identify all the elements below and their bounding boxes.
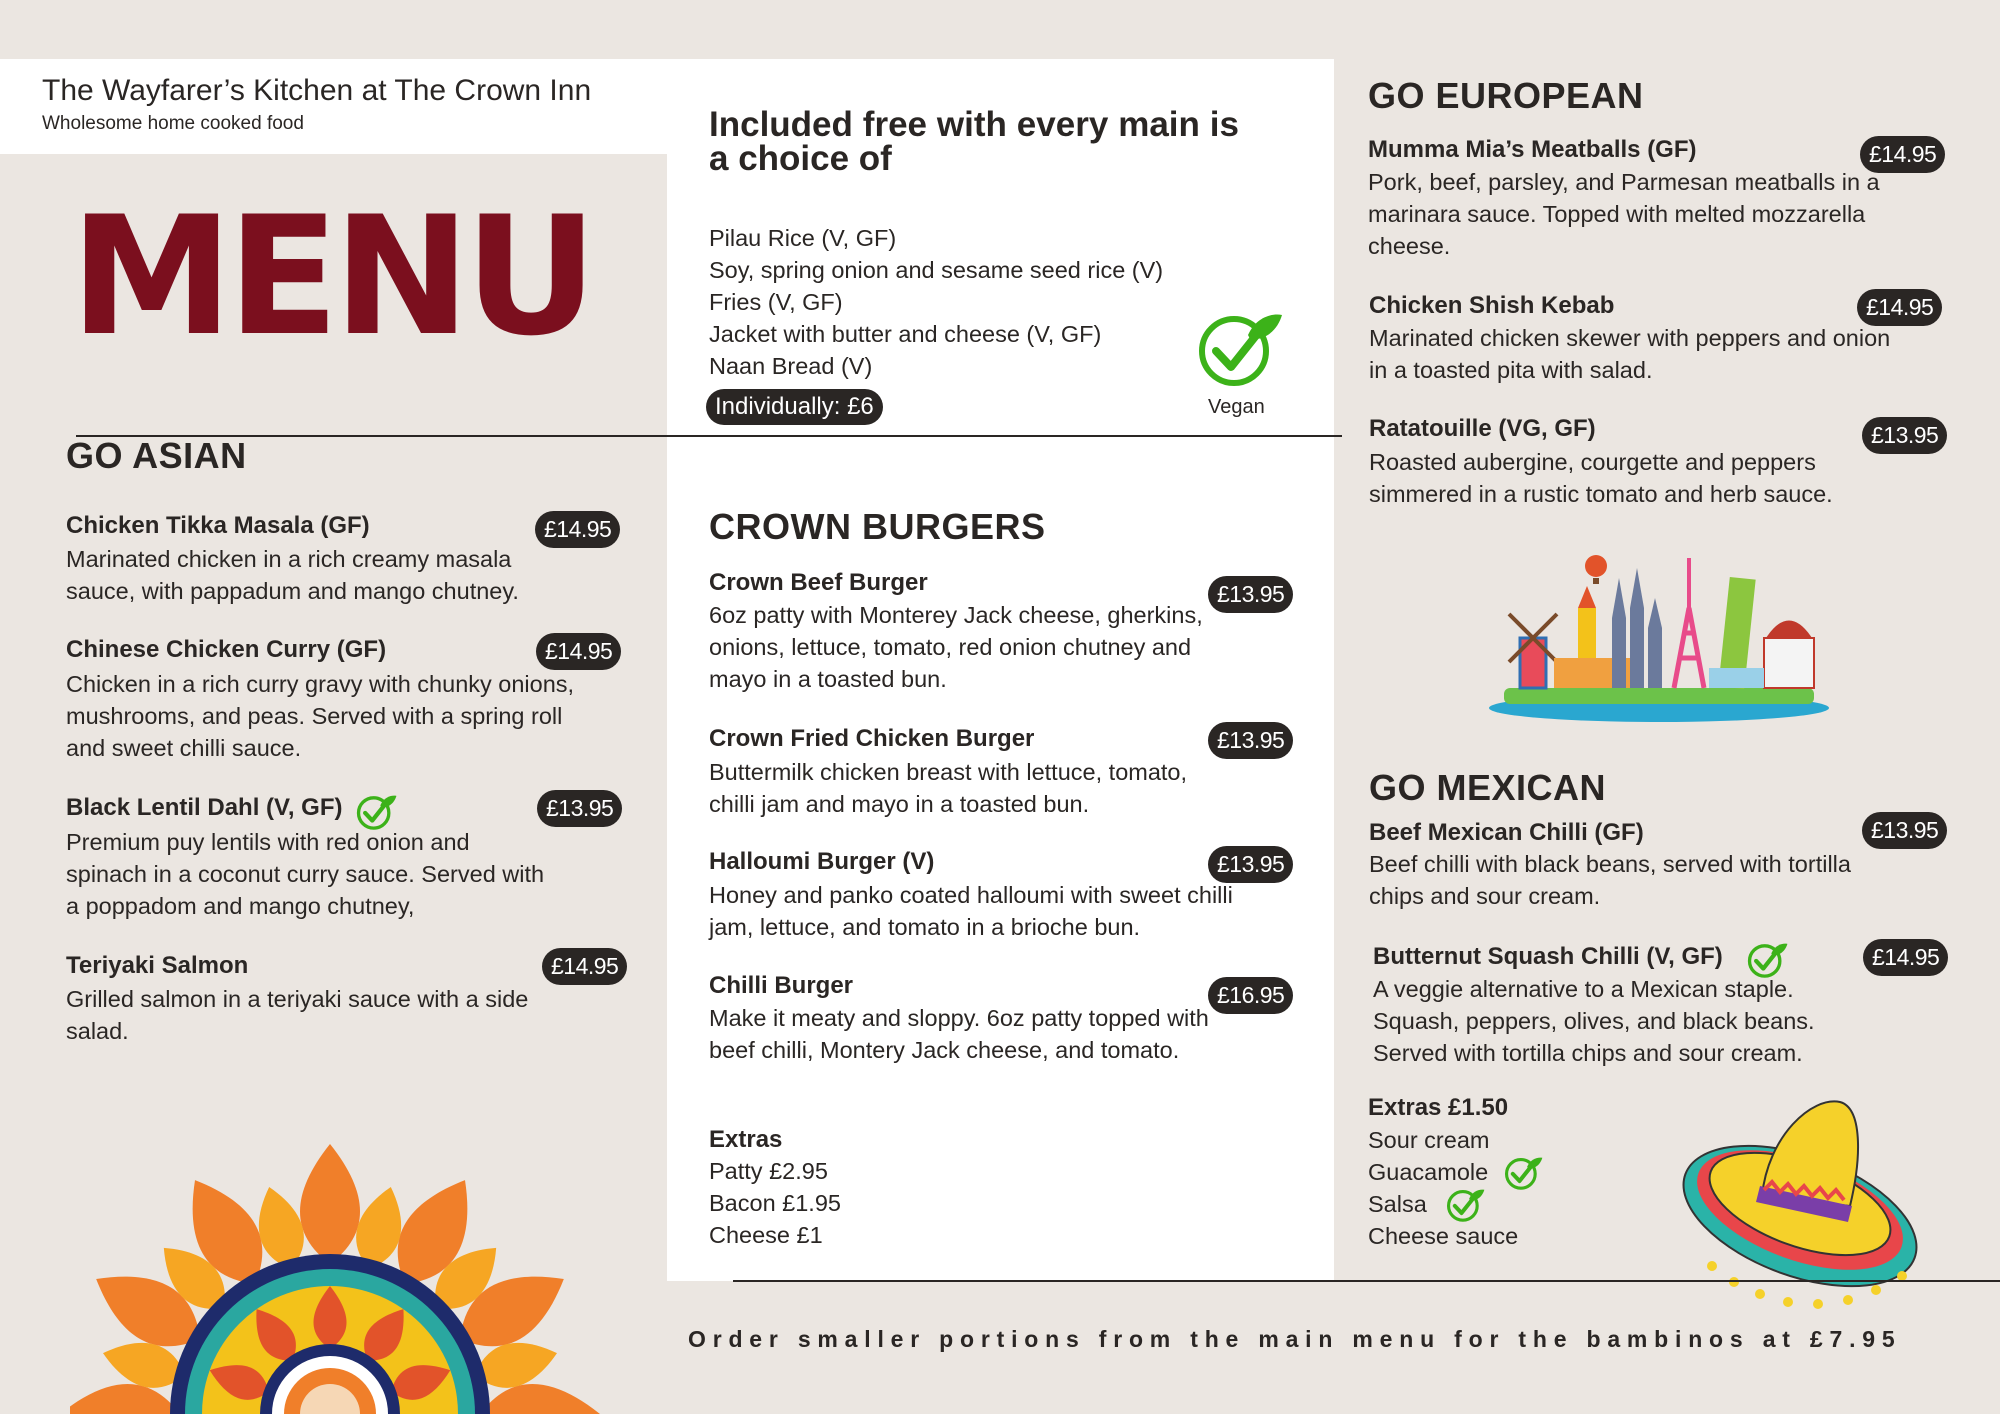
mexican-extras-title: Extras £1.50 [1368, 1094, 1509, 1121]
menu-item-name: Butternut Squash Chilli (V, GF) [1373, 943, 1723, 970]
section-title-mexican: GO MEXICAN [1369, 767, 1607, 808]
menu-item-name: Teriyaki Salmon [66, 952, 249, 979]
extra-item: Bacon £1.95 [709, 1190, 841, 1216]
individually-price-badge: Individually: £6 [706, 389, 883, 425]
sombrero-illustration [1672, 1096, 1942, 1316]
side-item: Naan Bread (V) [709, 353, 873, 379]
side-item: Soy, spring onion and sesame seed rice (V) [709, 257, 1164, 283]
menu-item-description: Grilled salmon in a teriyaki sauce with a side salad. [66, 986, 529, 1044]
section-title-european: GO EUROPEAN [1368, 75, 1644, 116]
menu-item-name: Halloumi Burger (V) [709, 848, 935, 875]
price-badge: £13.95 [537, 790, 622, 827]
menu-item-description: Pork, beef, parsley, and Parmesan meatballs in a marinara sauce. Topped with melted mozzarella cheese. [1368, 169, 1880, 259]
menu-item-name: Chilli Burger [709, 972, 854, 999]
restaurant-tagline: Wholesome home cooked food [42, 113, 304, 134]
side-item: Jacket with butter and cheese (V, GF) [709, 321, 1102, 347]
price-badge: £16.95 [1208, 977, 1293, 1014]
extra-item: Sour cream [1368, 1127, 1490, 1153]
divider-line [76, 435, 1342, 437]
section-title-asian: GO ASIAN [66, 435, 247, 476]
menu-item-description: Buttermilk chicken breast with lettuce, tomato, chilli jam and mayo in a toasted bun. [709, 759, 1188, 817]
vegan-check-icon [1198, 311, 1284, 387]
vegan-check-icon [1446, 1188, 1486, 1222]
menu-heading: MENU [70, 181, 592, 372]
price-badge: £14.95 [536, 633, 621, 670]
price-badge: £13.95 [1862, 417, 1947, 454]
menu-item-name: Mumma Mia’s Meatballs (GF) [1368, 136, 1697, 163]
extra-item: Salsa [1368, 1191, 1427, 1217]
europe-landmarks-illustration [1484, 548, 1834, 728]
side-item: Fries (V, GF) [709, 289, 843, 315]
menu-item-name: Crown Beef Burger [709, 569, 928, 596]
menu-item-name: Chinese Chicken Curry (GF) [66, 636, 387, 663]
vegan-check-icon [356, 794, 398, 830]
extra-item: Cheese sauce [1368, 1223, 1519, 1249]
menu-item-description: A veggie alternative to a Mexican staple. Squash, peppers, olives, and black beans. Served with tortilla chips and sour cream. [1373, 976, 1815, 1066]
section-title-burgers: CROWN BURGERS [709, 506, 1046, 547]
price-badge: £13.95 [1862, 812, 1947, 849]
extra-item: Guacamole [1368, 1159, 1489, 1185]
menu-item-name: Chicken Shish Kebab [1369, 292, 1615, 319]
price-badge: £13.95 [1208, 846, 1293, 883]
menu-item-name: Crown Fried Chicken Burger [709, 725, 1035, 752]
side-item: Pilau Rice (V, GF) [709, 225, 897, 251]
menu-item-name: Chicken Tikka Masala (GF) [66, 512, 370, 539]
price-badge: £14.95 [1857, 289, 1942, 326]
menu-item-description: Roasted aubergine, courgette and peppers simmered in a rustic tomato and herb sauce. [1369, 449, 1833, 507]
menu-item-description: Honey and panko coated halloumi with sweet chilli jam, lettuce, and tomato in a brioche bun. [709, 882, 1233, 940]
price-badge: £14.95 [542, 948, 627, 985]
price-badge: £13.95 [1208, 722, 1293, 759]
menu-item-description: 6oz patty with Monterey Jack cheese, gherkins, onions, lettuce, tomato, red onion chutney and mayo in a toasted bun. [709, 602, 1203, 692]
price-badge: £14.95 [1860, 136, 1945, 173]
menu-item-description: Make it meaty and sloppy. 6oz patty topped with beef chilli, Montery Jack cheese, and tomato. [709, 1005, 1209, 1063]
menu-item-description: Beef chilli with black beans, served with tortilla chips and sour cream. [1369, 851, 1851, 909]
price-badge: £14.95 [535, 511, 620, 548]
restaurant-name: The Wayfarer’s Kitchen at The Crown Inn [42, 74, 592, 107]
menu-item-description: Chicken in a rich curry gravy with chunky onions, mushrooms, and peas. Served with a spring roll and sweet chilli sauce. [66, 671, 575, 761]
menu-item-description: Premium puy lentils with red onion and spinach in a coconut curry sauce. Served with a poppadom and mango chutney, [66, 829, 545, 919]
vegan-label: Vegan [1208, 396, 1265, 418]
footer-divider [733, 1280, 2000, 1282]
extra-item: Patty £2.95 [709, 1158, 828, 1184]
price-badge: £13.95 [1208, 576, 1293, 613]
extra-item: Cheese £1 [709, 1222, 823, 1248]
burger-extras-title: Extras [709, 1126, 783, 1153]
vegan-check-icon [1504, 1156, 1544, 1190]
menu-item-name: Black Lentil Dahl (V, GF) [66, 794, 343, 821]
menu-item-name: Ratatouille (VG, GF) [1369, 415, 1596, 442]
menu-item-description: Marinated chicken in a rich creamy masala sauce, with pappadum and mango chutney. [66, 546, 519, 604]
price-badge: £14.95 [1863, 939, 1948, 976]
menu-item-name: Beef Mexican Chilli (GF) [1369, 819, 1644, 846]
included-title: Included free with every main is a choice of [709, 105, 1239, 178]
footer-note: Order smaller portions from the main menu for the bambinos at £7.95 [688, 1326, 1902, 1352]
menu-item-description: Marinated chicken skewer with peppers and onion in a toasted pita with salad. [1369, 325, 1891, 383]
mandala-illustration [70, 1130, 630, 1414]
